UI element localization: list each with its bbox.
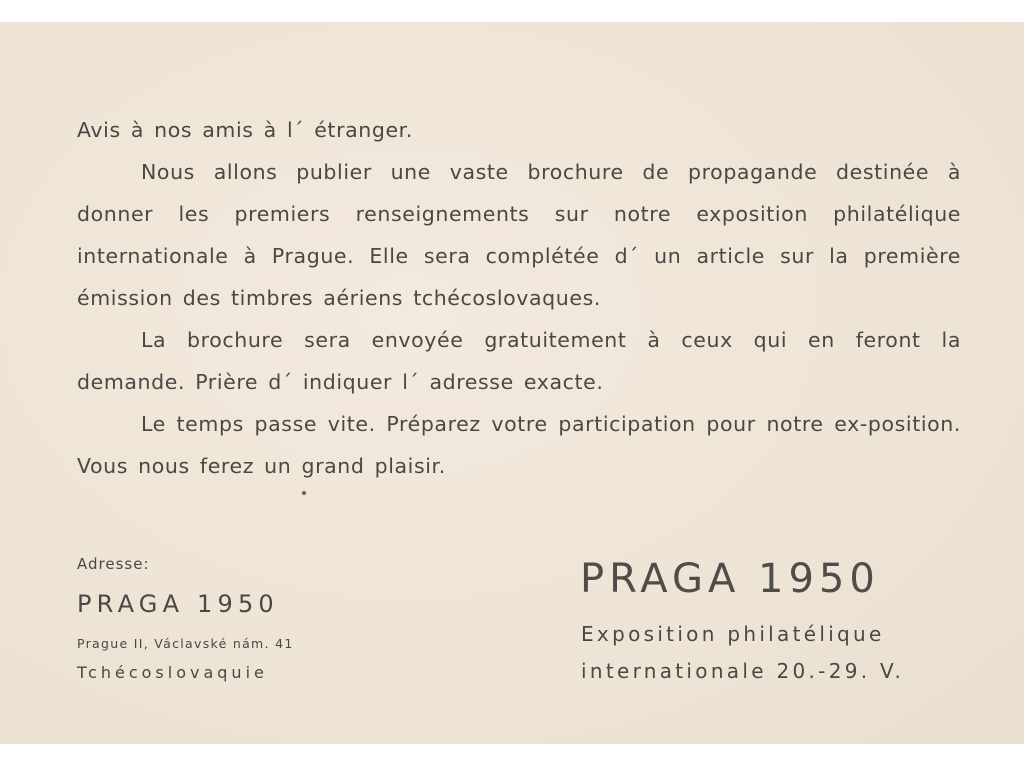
notice-heading: Avis à nos amis à l´ étranger.	[77, 118, 413, 142]
event-subtitle-2: internationale 20.-29. V.	[581, 659, 905, 683]
notice-paragraph-3: Le temps passe vite. Préparez votre participation pour notre ex-position. Vous nous ferez un grand plaisir.	[77, 412, 961, 478]
ink-speck	[302, 491, 306, 495]
postcard	[0, 22, 1024, 744]
notice-paragraph-2: La brochure sera envoyée gratuitement à ceux qui en feront la demande. Prière d´ indiquer l´ adresse exacte.	[77, 328, 961, 394]
notice-paragraph-1: Nous allons publier une vaste brochure de propagande destinée à donner les premiers renseignements sur notre exposition philatélique internationale à Prague. Elle sera complétée d´ un article sur la première émission des timbres aériens tchécoslovaques.	[77, 160, 961, 310]
address-street: Prague II, Václavské nám. 41	[77, 636, 294, 651]
address-name: PRAGA 1950	[77, 590, 279, 618]
event-subtitle-1: Exposition philatélique	[581, 622, 885, 646]
address-label: Adresse:	[77, 555, 150, 573]
address-country: Tchécoslovaquie	[77, 663, 268, 682]
event-title: PRAGA 1950	[580, 556, 880, 602]
